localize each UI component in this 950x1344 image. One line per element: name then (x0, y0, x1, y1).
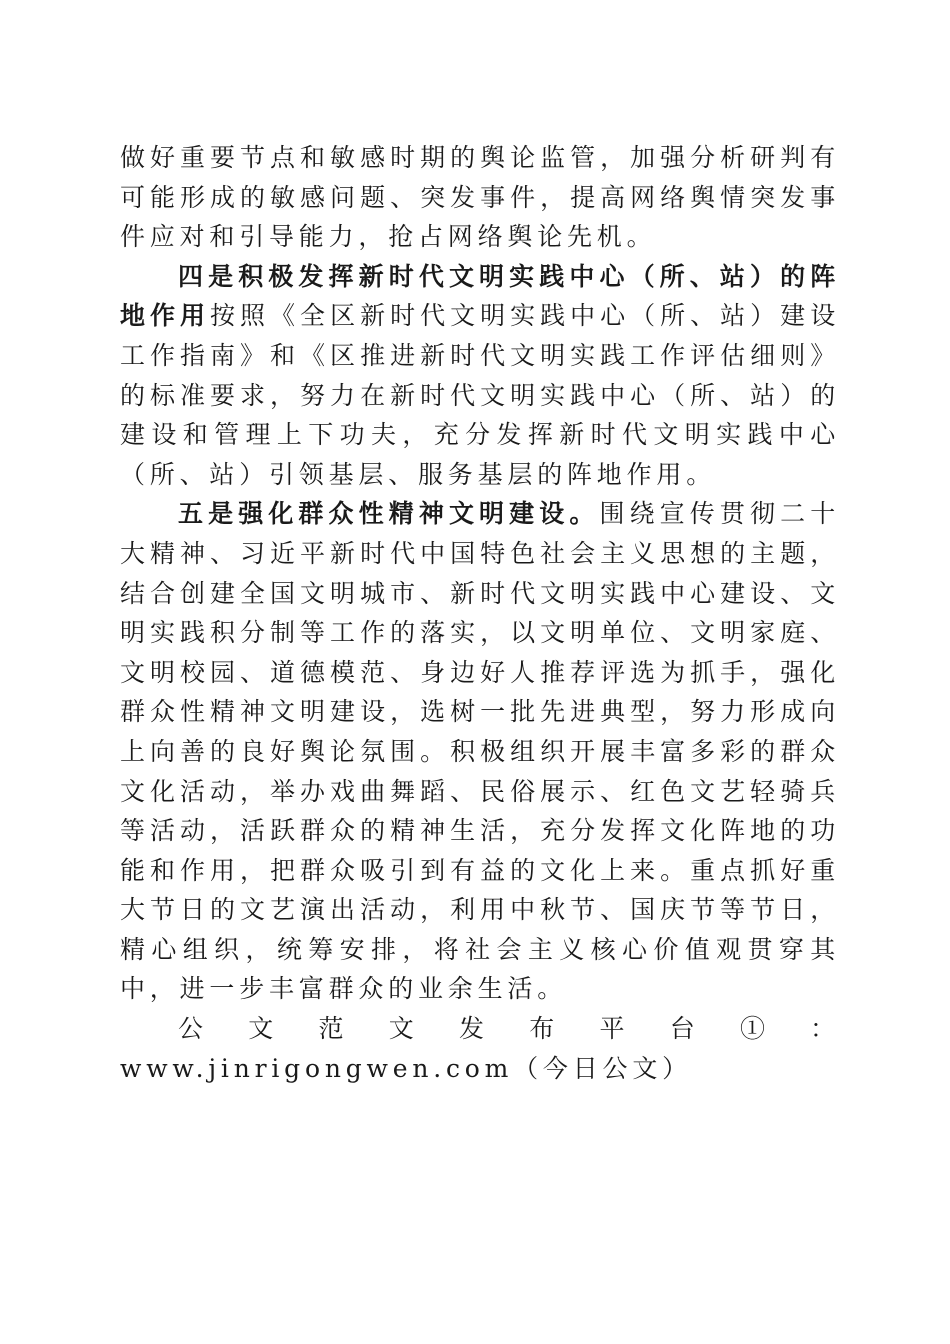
paragraph-heading: 五是强化群众性精神文明建设。 (178, 499, 600, 529)
paragraph-text: 围绕宣传贯彻二十大精神、习近平新时代中国特色社会主义思想的主题，结合创建全国文明城市、新时代文明实践中心建设、文明实践积分制等工作的落实，以文明单位、文明家庭、文明校园、道德模范、身边好人推荐评选为抓手，强化群众性精神文明建设，选树一批先进典型，努力形成向上向善的良好舆论氛围。积极组织开展丰富多彩的群众文化活动，举办戏曲舞蹈、民俗展示、红色文艺轻骑兵等活动，活跃群众的精神生活，充分发挥文化阵地的功能和作用，把群众吸引到有益的文化上来。重点抓好重大节日的文艺演出活动，利用中秋节、国庆节等节日，精心组织，统筹安排，将社会主义核心价值观贯穿其中，进一步丰富群众的业余生活。 (120, 499, 840, 1004)
paragraph-heading: 四是积极发挥新时代文明实践中心（所、站）的阵地作用 (120, 261, 840, 331)
document-body (120, 138, 840, 1088)
source-footer (120, 1009, 840, 1088)
footer-text: 公文范文发布平台①：www.jinrigongwen.com（今日公文） (120, 1014, 840, 1083)
paragraph-text: 做好重要节点和敏感时期的舆论监管，加强分析研判有可能形成的敏感问题、突发事件，提高网络舆情突发事件应对和引导能力，抢占网络舆论先机。 (120, 143, 840, 252)
paragraph-continuation (120, 138, 840, 257)
paragraph-point-five (120, 494, 840, 1009)
paragraph-point-four (120, 257, 840, 495)
paragraph-text: 按照《全区新时代文明实践中心（所、站）建设工作指南》和《区推进新时代文明实践工作评估细则》的标准要求，努力在新时代文明实践中心（所、站）的建设和管理上下功夫，充分发挥新时代文明实践中心（所、站）引领基层、服务基层的阵地作用。 (120, 301, 840, 489)
